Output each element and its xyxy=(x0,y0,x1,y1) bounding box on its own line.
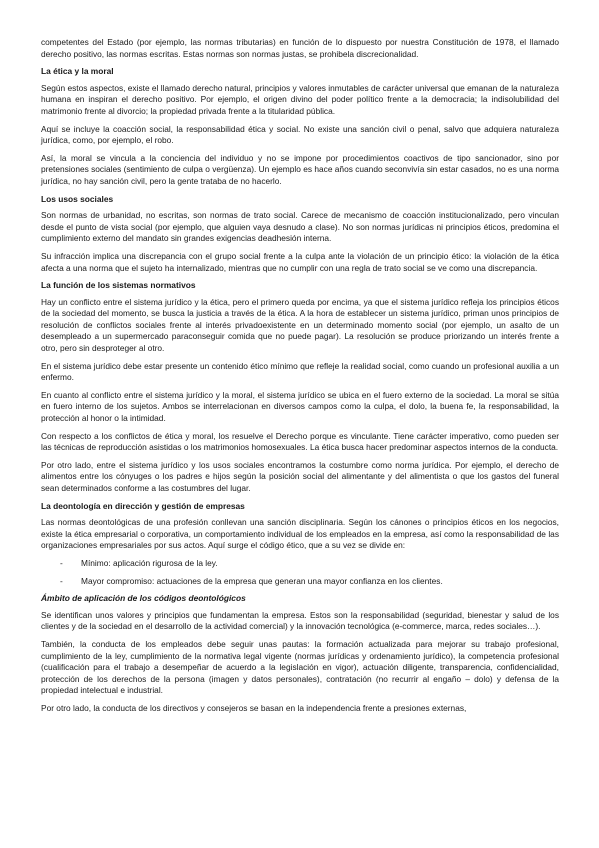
list-item xyxy=(41,576,559,588)
list-item xyxy=(41,558,559,570)
heading-funcion-sistemas: La función de los sistemas normativos xyxy=(41,280,196,291)
heading-etica-moral: La ética y la moral xyxy=(41,66,114,77)
paragraph: Por otro lado, entre el sistema jurídico y los usos sociales encontramos la costumbre como norma jurídica. Por ejemplo, el derecho de alimentos entre los cónyuges o los padres e hijos según la posición social del alimentante y del alimentista o que los gastos del funeral sean determinados conforme a las costumbres del lugar. xyxy=(41,459,559,493)
heading-usos-sociales: Los usos sociales xyxy=(41,193,114,204)
dash-bullet: - xyxy=(60,575,63,586)
document-page xyxy=(41,37,559,721)
heading-ambito: Ámbito de aplicación de los códigos deontológicos xyxy=(41,593,246,604)
paragraph: En el sistema jurídico debe estar presente un contenido ético mínimo que refleje la realidad social, como cuando un profesional auxilia a un enfermo. xyxy=(41,360,559,383)
paragraph: Con respecto a los conflictos de ética y moral, los resuelve el Derecho porque es vinculante. Tiene carácter imperativo, como pueden ser las técnicas de reproducción asistidas o los matrimonios homosexuales. La ética busca hacer predominar aspectos internos de la conducta. xyxy=(41,430,559,453)
paragraph: Por otro lado, la conducta de los directivos y consejeros se basan en la independencia frente a presiones externas, xyxy=(41,702,467,713)
paragraph: Según estos aspectos, existe el llamado derecho natural, principios y valores inmutables de carácter universal que emanan de la naturaleza humana en inspiran el derecho positivo. Por ejemplo, el origen divino del poder político frente a la democracia; la indisolubilidad del matrimonio frente al divorcio; la propiedad privada frente a la titularidad pública. xyxy=(41,82,559,116)
paragraph: Se identifican unos valores y principios que fundamentan la empresa. Estos son la responsabilidad (seguridad, bienestar y salud de los clientes y de la sociedad en el desarrollo de la actividad comercial) y la innovación tecnológica (e-commerce, marca, redes sociales…). xyxy=(41,609,559,632)
paragraph: En cuanto al conflicto entre el sistema jurídico y la moral, el sistema jurídico se ubica en el fuero externo de la sociedad. La moral se sitúa en fuero interno de los sujetos. Ambos se interrelacionan en diversos campos como la culpa, el dolo, la buena fe, la responsabilidad, la protección al honor o la intimidad. xyxy=(41,389,559,424)
code-levels-list xyxy=(41,558,559,587)
paragraph: Las normas deontológicas de una profesión conllevan una sanción disciplinaria. Según los cánones o principios éticos en los negocios, existe la ética empresarial o corporativa, un comportamiento individual de los empleados en la empresa, así como la responsabilidad de las organizaciones empresariales por sus actos. Aquí surge el código ético, que a su vez se divide en: xyxy=(41,517,559,551)
paragraph: Aquí se incluye la coacción social, la responsabilidad ética y social. No existe una sanción civil o penal, salvo que adquiera naturaleza jurídica, como, por ejemplo, el robo. xyxy=(41,123,559,146)
paragraph: Son normas de urbanidad, no escritas, son normas de trato social. Carece de mecanismo de coacción institucionalizado, pero vinculan desde el punto de vista social (por ejemplo, que alguien vaya desnudo a clase). No son normas jurídicas ni principios éticos, predomina el cumplimiento externo del mandato sin grandes exigencias deadhesión interna. xyxy=(41,210,559,244)
paragraph: También, la conducta de los empleados debe seguir unas pautas: la formación actualizada para mejorar su trabajo profesional, cumplimiento de la ley, cumplimiento de la normativa legal vigente (normas jurídicas y ordenamiento jurídico), la competencia profesional (cualificación para el trabajo a desempeñar de acuerdo a la legislación en vigor), actuación diligente, transparencia, confidencialidad, protección de los derechos de la persona (imagen y datos personales), contratación (no recurrir al engaño – dolo) y defensa de la propiedad intelectual e industrial. xyxy=(41,638,559,696)
intro-paragraph: competentes del Estado (por ejemplo, las normas tributarias) en función de lo dispuesto por nuestra Constitución de 1978, el llamado derecho positivo, las normas escritas. Estas normas son normas justas, se prohibela discrecionalidad. xyxy=(41,37,559,59)
dash-bullet: - xyxy=(60,557,63,568)
heading-deontologia: La deontología en dirección y gestión de empresas xyxy=(41,500,245,511)
paragraph: Así, la moral se vincula a la conciencia del individuo y no se impone por procedimientos coactivos de tipo sancionador, sino por pretensiones sociales (sentimiento de culpa o vergüenza). Un ejemplo es hace años cuando seconvivía sin estar casados, no es una norma jurídica, no hay sanción civil, pero la gente trataba de no hacerlo. xyxy=(41,152,559,186)
list-item-text: Mínimo: aplicación rigurosa de la ley. xyxy=(81,557,218,568)
list-item-text: Mayor compromiso: actuaciones de la empresa que generan una mayor confianza en los clientes. xyxy=(81,575,443,586)
paragraph: Su infracción implica una discrepancia con el grupo social frente a la culpa ante la violación de un principio ético: la violación de la ética afecta a una norma que el sujeto ha internalizado, mientras que no cumplir con una regla de trato social se ve como una discrepancia. xyxy=(41,250,559,273)
paragraph: Hay un conflicto entre el sistema jurídico y la ética, pero el primero queda por encima, ya que el sistema jurídico refleja los principios éticos de la sociedad del momento, se busca la justicia a través de la ética. A la hora de establecer un sistema jurídico, priman unos principios de resolución de conflictos sociales frente al interés privadoexistente en un determinado momento social (por ejemplo, un asalto de un desempleado a un supermercado paraconseguir comida que no puede pagar). La resolución se produce priorizando un interés frente a otro, pero sin desproteger al otro. xyxy=(41,296,559,354)
